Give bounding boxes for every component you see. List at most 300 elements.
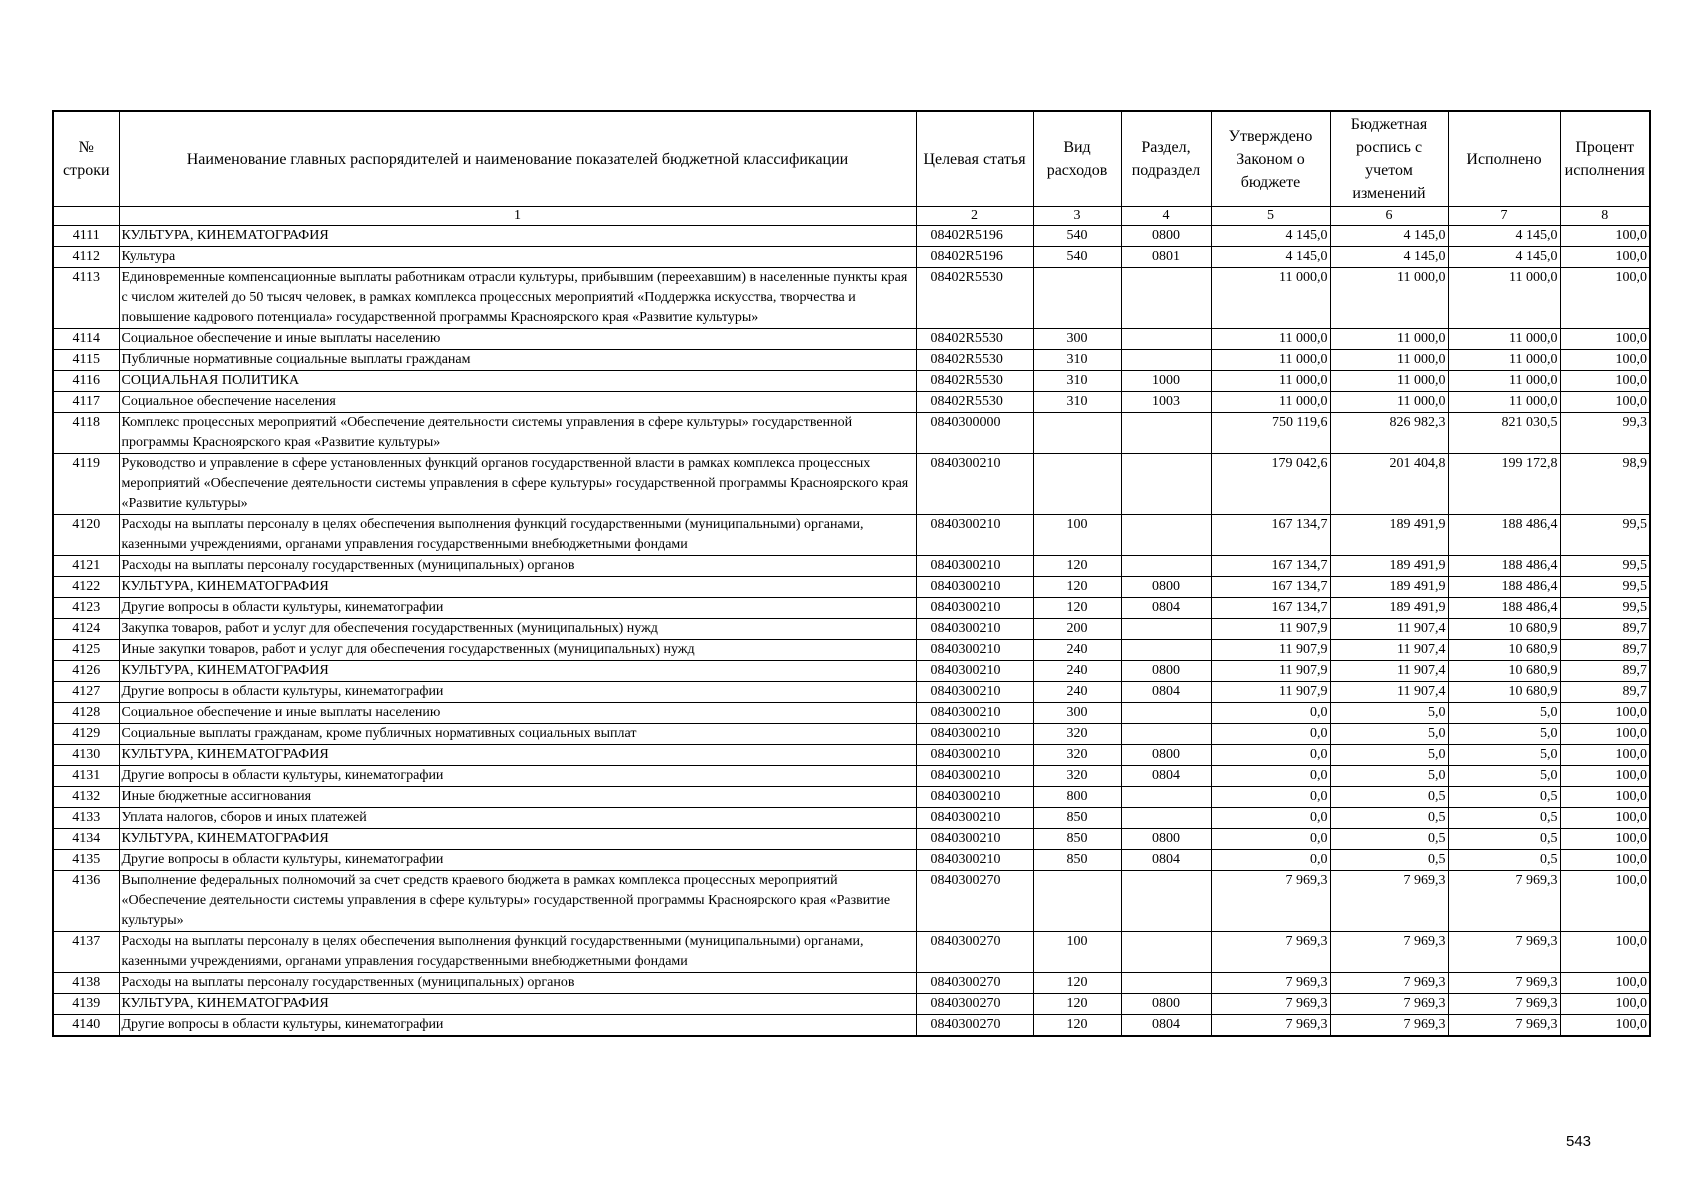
row-percent: 100,0 [1560, 724, 1650, 745]
row-budget-schedule: 189 491,9 [1330, 598, 1448, 619]
row-budget-schedule: 0,5 [1330, 829, 1448, 850]
row-expense-kind: 200 [1033, 619, 1121, 640]
table-row [53, 577, 1650, 598]
column-number: 8 [1560, 207, 1650, 226]
row-expense-kind: 300 [1033, 703, 1121, 724]
row-approved: 4 145,0 [1211, 247, 1330, 268]
table-row [53, 350, 1650, 371]
row-number: 4120 [53, 515, 119, 556]
header-percent: Процент исполнения [1560, 111, 1650, 207]
row-number: 4123 [53, 598, 119, 619]
row-approved: 0,0 [1211, 703, 1330, 724]
row-number: 4118 [53, 413, 119, 454]
table-row [53, 329, 1650, 350]
header-row-number: № строки [53, 111, 119, 207]
table-row [53, 392, 1650, 413]
row-section [1121, 329, 1211, 350]
row-number: 4119 [53, 454, 119, 515]
row-target-article: 0840300210 [916, 454, 1033, 515]
row-section: 0804 [1121, 766, 1211, 787]
row-budget-schedule: 4 145,0 [1330, 247, 1448, 268]
table-row [53, 598, 1650, 619]
row-expense-kind [1033, 413, 1121, 454]
row-approved: 11 000,0 [1211, 268, 1330, 329]
row-expense-kind: 100 [1033, 932, 1121, 973]
row-budget-schedule: 11 907,4 [1330, 619, 1448, 640]
row-approved: 0,0 [1211, 829, 1330, 850]
header-approved: Утверждено Законом о бюджете [1211, 111, 1330, 207]
row-approved: 7 969,3 [1211, 932, 1330, 973]
row-section [1121, 703, 1211, 724]
row-section [1121, 787, 1211, 808]
header-target-article: Целевая статья [916, 111, 1033, 207]
header-name: Наименование главных распорядителей и наименование показателей бюджетной классификации [119, 111, 916, 207]
row-budget-schedule: 4 145,0 [1330, 226, 1448, 247]
row-expense-kind: 120 [1033, 598, 1121, 619]
row-name: Расходы на выплаты персоналу государственных (муниципальных) органов [119, 973, 916, 994]
row-approved: 11 000,0 [1211, 392, 1330, 413]
row-percent: 100,0 [1560, 932, 1650, 973]
row-expense-kind: 310 [1033, 392, 1121, 413]
row-section: 0800 [1121, 577, 1211, 598]
row-target-article: 0840300000 [916, 413, 1033, 454]
row-number: 4127 [53, 682, 119, 703]
table-row [53, 829, 1650, 850]
row-target-article: 0840300210 [916, 850, 1033, 871]
row-percent: 100,0 [1560, 745, 1650, 766]
row-expense-kind: 120 [1033, 1015, 1121, 1037]
row-expense-kind: 240 [1033, 682, 1121, 703]
row-target-article: 0840300210 [916, 515, 1033, 556]
row-section [1121, 724, 1211, 745]
row-approved: 11 000,0 [1211, 350, 1330, 371]
row-expense-kind: 320 [1033, 766, 1121, 787]
row-number: 4140 [53, 1015, 119, 1037]
row-target-article: 0840300210 [916, 640, 1033, 661]
row-number: 4130 [53, 745, 119, 766]
row-percent: 89,7 [1560, 619, 1650, 640]
row-expense-kind: 120 [1033, 973, 1121, 994]
row-section [1121, 413, 1211, 454]
table-row [53, 515, 1650, 556]
row-expense-kind [1033, 268, 1121, 329]
row-name: Другие вопросы в области культуры, кинематографии [119, 766, 916, 787]
row-expense-kind: 120 [1033, 577, 1121, 598]
table-row [53, 871, 1650, 932]
table-row [53, 413, 1650, 454]
table-row [53, 556, 1650, 577]
row-target-article: 08402R5530 [916, 350, 1033, 371]
row-executed: 5,0 [1448, 703, 1560, 724]
table-row [53, 226, 1650, 247]
row-name: СОЦИАЛЬНАЯ ПОЛИТИКА [119, 371, 916, 392]
row-executed: 4 145,0 [1448, 226, 1560, 247]
row-number: 4128 [53, 703, 119, 724]
header-budget-schedule: Бюджетная роспись с учетом изменений [1330, 111, 1448, 207]
row-approved: 7 969,3 [1211, 871, 1330, 932]
row-executed: 188 486,4 [1448, 577, 1560, 598]
table-body [53, 207, 1650, 1037]
row-expense-kind: 300 [1033, 329, 1121, 350]
row-executed: 7 969,3 [1448, 871, 1560, 932]
row-budget-schedule: 189 491,9 [1330, 577, 1448, 598]
row-name: Иные бюджетные ассигнования [119, 787, 916, 808]
row-target-article: 0840300270 [916, 932, 1033, 973]
row-executed: 11 000,0 [1448, 392, 1560, 413]
row-number: 4111 [53, 226, 119, 247]
row-percent: 100,0 [1560, 371, 1650, 392]
row-approved: 11 000,0 [1211, 329, 1330, 350]
row-name: Другие вопросы в области культуры, кинематографии [119, 850, 916, 871]
row-executed: 11 000,0 [1448, 268, 1560, 329]
row-percent: 100,0 [1560, 973, 1650, 994]
row-number: 4124 [53, 619, 119, 640]
row-approved: 0,0 [1211, 850, 1330, 871]
row-name: КУЛЬТУРА, КИНЕМАТОГРАФИЯ [119, 994, 916, 1015]
row-target-article: 08402R5196 [916, 226, 1033, 247]
row-budget-schedule: 0,5 [1330, 850, 1448, 871]
header-executed: Исполнено [1448, 111, 1560, 207]
row-budget-schedule: 0,5 [1330, 808, 1448, 829]
row-executed: 5,0 [1448, 766, 1560, 787]
column-number: 5 [1211, 207, 1330, 226]
row-target-article: 0840300210 [916, 829, 1033, 850]
row-name: Другие вопросы в области культуры, кинематографии [119, 1015, 916, 1037]
budget-execution-table [52, 110, 1651, 1037]
row-target-article: 0840300210 [916, 724, 1033, 745]
row-target-article: 0840300210 [916, 598, 1033, 619]
row-number: 4137 [53, 932, 119, 973]
column-number: 1 [119, 207, 916, 226]
row-budget-schedule: 11 907,4 [1330, 682, 1448, 703]
row-percent: 89,7 [1560, 661, 1650, 682]
column-number: 7 [1448, 207, 1560, 226]
row-number: 4121 [53, 556, 119, 577]
row-percent: 100,0 [1560, 994, 1650, 1015]
row-percent: 100,0 [1560, 766, 1650, 787]
row-budget-schedule: 0,5 [1330, 787, 1448, 808]
row-number: 4126 [53, 661, 119, 682]
row-number: 4139 [53, 994, 119, 1015]
row-percent: 100,0 [1560, 226, 1650, 247]
table-row [53, 973, 1650, 994]
row-percent: 100,0 [1560, 703, 1650, 724]
row-target-article: 0840300210 [916, 556, 1033, 577]
row-percent: 100,0 [1560, 871, 1650, 932]
row-section: 0800 [1121, 829, 1211, 850]
row-approved: 7 969,3 [1211, 994, 1330, 1015]
row-name: Социальные выплаты гражданам, кроме публичных нормативных социальных выплат [119, 724, 916, 745]
row-number: 4129 [53, 724, 119, 745]
row-percent: 99,5 [1560, 598, 1650, 619]
row-number: 4132 [53, 787, 119, 808]
row-expense-kind: 240 [1033, 640, 1121, 661]
row-approved: 11 907,9 [1211, 640, 1330, 661]
row-budget-schedule: 189 491,9 [1330, 515, 1448, 556]
row-name: Руководство и управление в сфере установленных функций органов государственной власти в рамках комплекса процессных мероприятий «Обеспечение деятельности системы управления в сфере культуры» государственной программы Красноярского края «Развитие культуры» [119, 454, 916, 515]
row-percent: 100,0 [1560, 829, 1650, 850]
row-target-article: 0840300270 [916, 994, 1033, 1015]
row-executed: 11 000,0 [1448, 329, 1560, 350]
row-expense-kind: 800 [1033, 787, 1121, 808]
table-row [53, 724, 1650, 745]
header-section: Раздел, подраздел [1121, 111, 1211, 207]
row-approved: 11 000,0 [1211, 371, 1330, 392]
row-name: Расходы на выплаты персоналу государственных (муниципальных) органов [119, 556, 916, 577]
row-percent: 99,5 [1560, 577, 1650, 598]
row-name: КУЛЬТУРА, КИНЕМАТОГРАФИЯ [119, 829, 916, 850]
table-row [53, 994, 1650, 1015]
column-number: 3 [1033, 207, 1121, 226]
row-section: 0804 [1121, 1015, 1211, 1037]
row-budget-schedule: 11 000,0 [1330, 268, 1448, 329]
table-row [53, 682, 1650, 703]
row-percent: 100,0 [1560, 392, 1650, 413]
row-name: Закупка товаров, работ и услуг для обеспечения государственных (муниципальных) нужд [119, 619, 916, 640]
table-row [53, 640, 1650, 661]
table-row [53, 661, 1650, 682]
table-row [53, 932, 1650, 973]
row-approved: 0,0 [1211, 745, 1330, 766]
row-number: 4135 [53, 850, 119, 871]
table-row [53, 371, 1650, 392]
row-name: КУЛЬТУРА, КИНЕМАТОГРАФИЯ [119, 577, 916, 598]
row-budget-schedule: 826 982,3 [1330, 413, 1448, 454]
row-target-article: 0840300210 [916, 619, 1033, 640]
row-section: 0804 [1121, 598, 1211, 619]
row-expense-kind: 120 [1033, 556, 1121, 577]
row-expense-kind [1033, 454, 1121, 515]
row-section [1121, 515, 1211, 556]
table-row [53, 850, 1650, 871]
row-section: 0800 [1121, 661, 1211, 682]
row-section [1121, 932, 1211, 973]
row-budget-schedule: 7 969,3 [1330, 973, 1448, 994]
row-executed: 7 969,3 [1448, 994, 1560, 1015]
row-executed: 10 680,9 [1448, 682, 1560, 703]
row-percent: 99,5 [1560, 515, 1650, 556]
row-target-article: 0840300210 [916, 808, 1033, 829]
row-budget-schedule: 7 969,3 [1330, 994, 1448, 1015]
row-budget-schedule: 201 404,8 [1330, 454, 1448, 515]
row-name: КУЛЬТУРА, КИНЕМАТОГРАФИЯ [119, 661, 916, 682]
row-expense-kind: 320 [1033, 724, 1121, 745]
row-executed: 10 680,9 [1448, 640, 1560, 661]
row-expense-kind [1033, 871, 1121, 932]
row-section [1121, 268, 1211, 329]
row-name: Культура [119, 247, 916, 268]
row-number: 4112 [53, 247, 119, 268]
row-percent: 100,0 [1560, 350, 1650, 371]
row-target-article: 0840300210 [916, 577, 1033, 598]
row-target-article: 0840300270 [916, 1015, 1033, 1037]
table-row [53, 247, 1650, 268]
row-target-article: 0840300210 [916, 661, 1033, 682]
row-approved: 179 042,6 [1211, 454, 1330, 515]
row-section [1121, 871, 1211, 932]
row-expense-kind: 240 [1033, 661, 1121, 682]
row-target-article: 0840300210 [916, 787, 1033, 808]
row-name: Социальное обеспечение населения [119, 392, 916, 413]
row-budget-schedule: 11 000,0 [1330, 329, 1448, 350]
row-budget-schedule: 5,0 [1330, 766, 1448, 787]
row-number: 4131 [53, 766, 119, 787]
column-number: 6 [1330, 207, 1448, 226]
row-expense-kind: 850 [1033, 808, 1121, 829]
row-name: Уплата налогов, сборов и иных платежей [119, 808, 916, 829]
row-name: Расходы на выплаты персоналу в целях обеспечения выполнения функций государственными (муниципальными) органами, казенными учреждениями, органами управления государственными внебюджетными фондами [119, 932, 916, 973]
row-name: КУЛЬТУРА, КИНЕМАТОГРАФИЯ [119, 226, 916, 247]
table-row [53, 787, 1650, 808]
row-approved: 167 134,7 [1211, 577, 1330, 598]
row-name: Социальное обеспечение и иные выплаты населению [119, 703, 916, 724]
row-approved: 167 134,7 [1211, 598, 1330, 619]
row-budget-schedule: 7 969,3 [1330, 932, 1448, 973]
row-approved: 0,0 [1211, 787, 1330, 808]
row-percent: 100,0 [1560, 247, 1650, 268]
row-name: Другие вопросы в области культуры, кинематографии [119, 598, 916, 619]
row-approved: 0,0 [1211, 808, 1330, 829]
row-executed: 7 969,3 [1448, 932, 1560, 973]
row-executed: 10 680,9 [1448, 619, 1560, 640]
page-number: 543 [1566, 1133, 1592, 1150]
row-budget-schedule: 5,0 [1330, 724, 1448, 745]
row-executed: 5,0 [1448, 745, 1560, 766]
table-row [53, 808, 1650, 829]
row-section: 0800 [1121, 745, 1211, 766]
row-percent: 89,7 [1560, 682, 1650, 703]
row-number: 4115 [53, 350, 119, 371]
row-executed: 188 486,4 [1448, 515, 1560, 556]
row-target-article: 0840300210 [916, 766, 1033, 787]
row-section [1121, 808, 1211, 829]
row-section: 0804 [1121, 850, 1211, 871]
row-section [1121, 556, 1211, 577]
table-row [53, 454, 1650, 515]
row-percent: 100,0 [1560, 850, 1650, 871]
row-name: КУЛЬТУРА, КИНЕМАТОГРАФИЯ [119, 745, 916, 766]
row-expense-kind: 100 [1033, 515, 1121, 556]
column-number-blank [53, 207, 119, 226]
row-section [1121, 350, 1211, 371]
row-section: 0801 [1121, 247, 1211, 268]
row-section [1121, 454, 1211, 515]
row-approved: 0,0 [1211, 724, 1330, 745]
row-section [1121, 973, 1211, 994]
row-expense-kind: 540 [1033, 226, 1121, 247]
row-name: Другие вопросы в области культуры, кинематографии [119, 682, 916, 703]
row-expense-kind: 310 [1033, 371, 1121, 392]
row-budget-schedule: 5,0 [1330, 745, 1448, 766]
row-name: Социальное обеспечение и иные выплаты населению [119, 329, 916, 350]
row-number: 4134 [53, 829, 119, 850]
row-expense-kind: 320 [1033, 745, 1121, 766]
row-target-article: 0840300210 [916, 745, 1033, 766]
row-percent: 100,0 [1560, 1015, 1650, 1037]
row-number: 4117 [53, 392, 119, 413]
row-section: 0804 [1121, 682, 1211, 703]
row-executed: 0,5 [1448, 829, 1560, 850]
column-number: 4 [1121, 207, 1211, 226]
row-expense-kind: 540 [1033, 247, 1121, 268]
row-executed: 11 000,0 [1448, 350, 1560, 371]
row-target-article: 08402R5196 [916, 247, 1033, 268]
row-budget-schedule: 11 000,0 [1330, 350, 1448, 371]
row-percent: 99,3 [1560, 413, 1650, 454]
row-executed: 188 486,4 [1448, 598, 1560, 619]
row-expense-kind: 310 [1033, 350, 1121, 371]
row-budget-schedule: 11 907,4 [1330, 661, 1448, 682]
row-name: Расходы на выплаты персоналу в целях обеспечения выполнения функций государственными (муниципальными) органами, казенными учреждениями, органами управления государственными внебюджетными фондами [119, 515, 916, 556]
row-number: 4116 [53, 371, 119, 392]
row-number: 4125 [53, 640, 119, 661]
row-approved: 11 907,9 [1211, 682, 1330, 703]
row-approved: 11 907,9 [1211, 661, 1330, 682]
row-percent: 99,5 [1560, 556, 1650, 577]
row-target-article: 08402R5530 [916, 392, 1033, 413]
row-target-article: 0840300210 [916, 682, 1033, 703]
table-row [53, 268, 1650, 329]
row-target-article: 0840300270 [916, 871, 1033, 932]
row-executed: 0,5 [1448, 808, 1560, 829]
row-name: Иные закупки товаров, работ и услуг для обеспечения государственных (муниципальных) нужд [119, 640, 916, 661]
table-row [53, 745, 1650, 766]
row-executed: 0,5 [1448, 787, 1560, 808]
row-executed: 7 969,3 [1448, 1015, 1560, 1037]
row-executed: 821 030,5 [1448, 413, 1560, 454]
row-budget-schedule: 11 907,4 [1330, 640, 1448, 661]
row-name: Единовременные компенсационные выплаты работникам отрасли культуры, прибывшим (переехавшим) в населенные пункты края с числом жителей до 50 тысяч человек, в рамках комплекса процессных мероприятий «Поддержка искусства, творчества и повышение кадрового потенциала» государственной программы Красноярского края «Развитие культуры» [119, 268, 916, 329]
row-expense-kind: 120 [1033, 994, 1121, 1015]
row-executed: 188 486,4 [1448, 556, 1560, 577]
row-section: 1003 [1121, 392, 1211, 413]
row-percent: 100,0 [1560, 329, 1650, 350]
row-approved: 11 907,9 [1211, 619, 1330, 640]
row-approved: 750 119,6 [1211, 413, 1330, 454]
row-executed: 0,5 [1448, 850, 1560, 871]
row-budget-schedule: 189 491,9 [1330, 556, 1448, 577]
row-approved: 7 969,3 [1211, 1015, 1330, 1037]
row-approved: 4 145,0 [1211, 226, 1330, 247]
row-number: 4136 [53, 871, 119, 932]
row-expense-kind: 850 [1033, 850, 1121, 871]
column-number-row [53, 207, 1650, 226]
row-approved: 167 134,7 [1211, 515, 1330, 556]
row-target-article: 0840300210 [916, 703, 1033, 724]
row-target-article: 08402R5530 [916, 371, 1033, 392]
row-budget-schedule: 11 000,0 [1330, 392, 1448, 413]
row-approved: 0,0 [1211, 766, 1330, 787]
row-number: 4133 [53, 808, 119, 829]
row-approved: 7 969,3 [1211, 973, 1330, 994]
row-budget-schedule: 11 000,0 [1330, 371, 1448, 392]
header-expense-kind: Вид расходов [1033, 111, 1121, 207]
row-number: 4122 [53, 577, 119, 598]
row-target-article: 08402R5530 [916, 268, 1033, 329]
row-number: 4113 [53, 268, 119, 329]
row-expense-kind: 850 [1033, 829, 1121, 850]
row-approved: 167 134,7 [1211, 556, 1330, 577]
row-number: 4114 [53, 329, 119, 350]
row-section: 0800 [1121, 994, 1211, 1015]
row-percent: 98,9 [1560, 454, 1650, 515]
row-executed: 199 172,8 [1448, 454, 1560, 515]
table-row [53, 619, 1650, 640]
row-name: Публичные нормативные социальные выплаты гражданам [119, 350, 916, 371]
row-name: Выполнение федеральных полномочий за счет средств краевого бюджета в рамках комплекса процессных мероприятий «Обеспечение деятельности системы управления в сфере культуры» государственной программы Красноярского края «Развитие культуры» [119, 871, 916, 932]
row-budget-schedule: 7 969,3 [1330, 871, 1448, 932]
row-number: 4138 [53, 973, 119, 994]
